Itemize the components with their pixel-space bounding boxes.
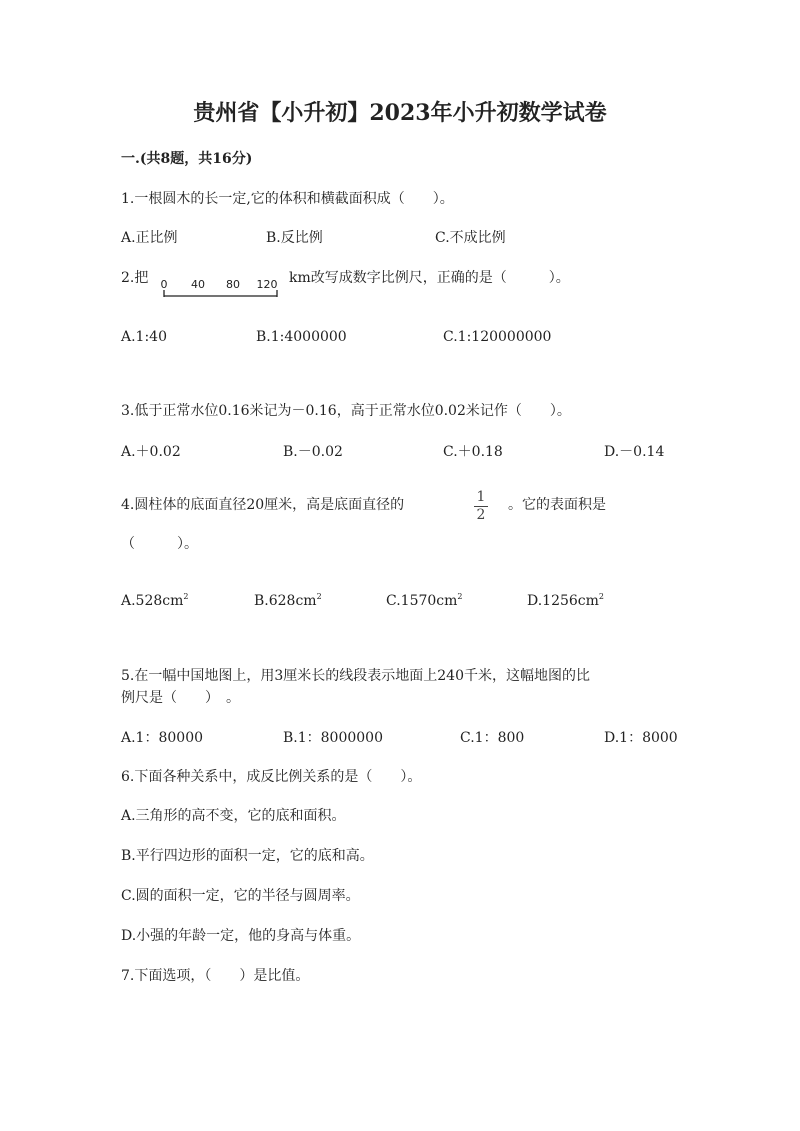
question-2-option-c: C.1:120000000	[443, 329, 552, 345]
section-heading: 一.(共8题，共16分)	[121, 151, 253, 167]
question-6-option-a: A.三角形的高不变，它的底和面积。	[121, 808, 346, 824]
question-6-option-b: B.平行四边形的面积一定，它的底和高。	[121, 848, 374, 864]
scale-tick-0: 0	[160, 278, 168, 291]
question-2-option-a: A.1:40	[121, 329, 167, 345]
question-5-option-c: C.1：800	[460, 730, 525, 746]
question-4-stem-prefix: 4.圆柱体的底面直径20厘米，高是底面直径的	[121, 497, 405, 513]
question-1-option-b: B.反比例	[266, 230, 323, 246]
question-6-stem: 6.下面各种关系中，成反比例关系的是（ ）。	[121, 769, 422, 785]
question-6-option-d: D.小强的年龄一定，他的身高与体重。	[121, 928, 361, 944]
question-2-option-b: B.1:4000000	[256, 329, 347, 345]
question-4-option-d: $D.1256cm^2$	[527, 592, 605, 609]
question-3-option-c: C.＋0.18	[443, 444, 503, 460]
fraction-one-half	[472, 490, 490, 526]
question-1-stem: 1.一根圆木的长一定,它的体积和横截面积成（ ）。	[121, 191, 454, 207]
fraction-numerator: 1	[476, 489, 486, 505]
question-5-stem-line1: 5.在一幅中国地图上，用3厘米长的线段表示地面上240千米，这幅地图的比	[121, 668, 590, 684]
question-3-stem: 3.低于正常水位0.16米记为－0.16，高于正常水位0.02米记作（ ）。	[121, 403, 571, 419]
scale-tick-120: 120	[256, 278, 278, 291]
question-5-option-a: A.1：80000	[121, 730, 204, 746]
question-1-option-a: A.正比例	[121, 230, 178, 246]
question-5-option-d: D.1：8000	[604, 730, 678, 746]
scale-tick-80: 80	[226, 278, 240, 291]
scale-bar-figure	[160, 276, 284, 302]
question-6-option-c: C.圆的面积一定，它的半径与圆周率。	[121, 888, 360, 904]
question-4-option-c: $C.1570cm^2$	[386, 592, 463, 609]
scale-tick-40: 40	[191, 278, 205, 291]
fraction-denominator: 2	[476, 507, 486, 523]
question-3-option-a: A.＋0.02	[121, 444, 181, 460]
question-5-stem-line2: 例尺是（ ） 。	[121, 690, 240, 706]
question-7-stem: 7.下面选项，（ ）是比值。	[121, 968, 310, 984]
question-3-option-b: B.－0.02	[283, 444, 343, 460]
question-2-stem-prefix: 2.把	[121, 270, 149, 286]
question-1-option-c: C.不成比例	[435, 230, 506, 246]
question-2-stem-suffix: km改写成数字比例尺，正确的是（ ）。	[289, 270, 570, 286]
question-4-stem-suffix: 。它的表面积是	[508, 497, 606, 513]
question-3-option-d: D.－0.14	[604, 444, 665, 460]
question-4-stem-line2: （ ）。	[121, 536, 198, 552]
exam-title: 贵州省【小升初】2023年小升初数学试卷	[193, 100, 607, 126]
question-4-option-b: $B.628cm^2$	[254, 592, 322, 609]
question-4-option-a: $A.528cm^2$	[121, 592, 189, 609]
question-5-option-b: B.1：8000000	[283, 730, 383, 746]
